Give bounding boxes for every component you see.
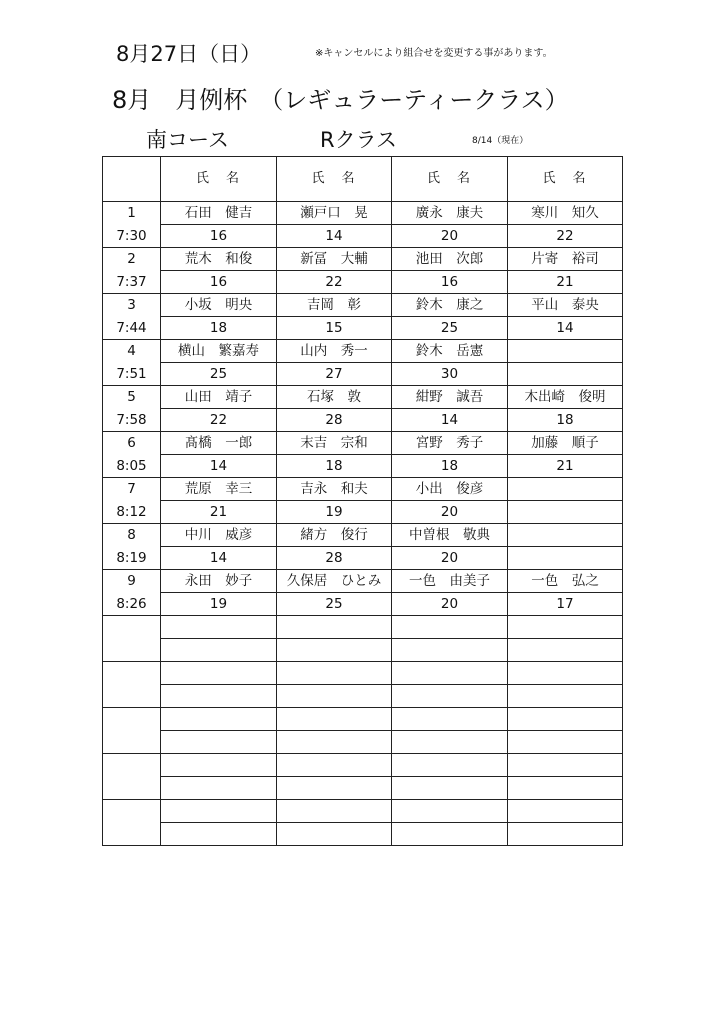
group-handicap-row xyxy=(103,455,623,478)
player-handicap: 16 xyxy=(161,271,277,294)
empty-row xyxy=(103,731,623,754)
player-handicap: 21 xyxy=(161,501,277,524)
empty-cell xyxy=(161,662,277,685)
pairing-table xyxy=(102,156,623,846)
empty-cell xyxy=(508,777,623,800)
player-handicap: 14 xyxy=(161,455,277,478)
empty-cell xyxy=(161,754,277,777)
header-corner xyxy=(103,157,161,202)
group-handicap-row xyxy=(103,501,623,524)
tee-time: 8:26 xyxy=(103,593,161,616)
empty-cell xyxy=(103,662,161,685)
player-name: 紺野 誠吾 xyxy=(392,386,508,409)
player-name: 中曽根 敬典 xyxy=(392,524,508,547)
player-name: 瀬戸口 晃 xyxy=(277,202,392,225)
group-name-row xyxy=(103,570,623,593)
empty-cell xyxy=(103,777,161,800)
empty-cell xyxy=(277,731,392,754)
player-handicap xyxy=(508,501,623,524)
empty-cell xyxy=(508,639,623,662)
tee-time: 8:05 xyxy=(103,455,161,478)
empty-cell xyxy=(277,685,392,708)
player-name: 山内 秀一 xyxy=(277,340,392,363)
player-name: 木出崎 俊明 xyxy=(508,386,623,409)
player-handicap: 16 xyxy=(161,225,277,248)
player-handicap: 28 xyxy=(277,409,392,432)
empty-cell xyxy=(508,754,623,777)
empty-cell xyxy=(161,777,277,800)
empty-cell xyxy=(392,800,508,823)
as-of-date: 8/14（現在） xyxy=(472,136,529,146)
player-handicap: 18 xyxy=(392,455,508,478)
player-name: 末吉 宗和 xyxy=(277,432,392,455)
player-handicap xyxy=(508,363,623,386)
empty-cell xyxy=(392,639,508,662)
empty-row xyxy=(103,800,623,823)
player-handicap: 14 xyxy=(277,225,392,248)
group-name-row xyxy=(103,340,623,363)
player-handicap: 30 xyxy=(392,363,508,386)
player-name: 小出 俊彦 xyxy=(392,478,508,501)
empty-cell xyxy=(103,616,161,639)
player-name: 中川 威彦 xyxy=(161,524,277,547)
empty-cell xyxy=(392,685,508,708)
player-name: 新冨 大輔 xyxy=(277,248,392,271)
player-name: 片寄 裕司 xyxy=(508,248,623,271)
player-name: 横山 繁嘉寿 xyxy=(161,340,277,363)
player-handicap: 14 xyxy=(161,547,277,570)
empty-cell xyxy=(161,616,277,639)
player-name: 加藤 順子 xyxy=(508,432,623,455)
player-name: 永田 妙子 xyxy=(161,570,277,593)
empty-cell xyxy=(392,823,508,846)
player-handicap: 14 xyxy=(392,409,508,432)
group-name-row xyxy=(103,478,623,501)
tee-time: 7:58 xyxy=(103,409,161,432)
empty-cell xyxy=(392,731,508,754)
group-handicap-row xyxy=(103,225,623,248)
group-handicap-row xyxy=(103,593,623,616)
column-header: 氏 名 xyxy=(508,157,623,202)
empty-row xyxy=(103,639,623,662)
player-handicap: 14 xyxy=(508,317,623,340)
player-name: 一色 弘之 xyxy=(508,570,623,593)
empty-cell xyxy=(508,708,623,731)
empty-cell xyxy=(277,708,392,731)
player-handicap: 28 xyxy=(277,547,392,570)
cancellation-note: ※キャンセルにより組合せを変更する事があります。 xyxy=(315,48,553,59)
group-handicap-row xyxy=(103,363,623,386)
group-name-row xyxy=(103,202,623,225)
player-name: 宮野 秀子 xyxy=(392,432,508,455)
player-handicap: 22 xyxy=(161,409,277,432)
empty-cell xyxy=(508,616,623,639)
group-number: 6 xyxy=(103,432,161,455)
tee-time: 8:12 xyxy=(103,501,161,524)
player-name: 鈴木 康之 xyxy=(392,294,508,317)
group-number: 7 xyxy=(103,478,161,501)
group-handicap-row xyxy=(103,317,623,340)
column-header: 氏 名 xyxy=(392,157,508,202)
player-name: 久保居 ひとみ xyxy=(277,570,392,593)
player-handicap: 18 xyxy=(161,317,277,340)
player-handicap: 20 xyxy=(392,501,508,524)
tee-time: 8:19 xyxy=(103,547,161,570)
player-handicap: 19 xyxy=(277,501,392,524)
empty-cell xyxy=(161,731,277,754)
player-name: 髙橋 一郎 xyxy=(161,432,277,455)
player-name: 荒木 和俊 xyxy=(161,248,277,271)
player-handicap: 15 xyxy=(277,317,392,340)
empty-cell xyxy=(277,777,392,800)
player-name: 石塚 敦 xyxy=(277,386,392,409)
player-name: 吉永 和夫 xyxy=(277,478,392,501)
empty-cell xyxy=(508,685,623,708)
empty-cell xyxy=(277,639,392,662)
player-name: 緒方 俊行 xyxy=(277,524,392,547)
group-number: 1 xyxy=(103,202,161,225)
player-name xyxy=(508,478,623,501)
empty-cell xyxy=(277,823,392,846)
group-number: 5 xyxy=(103,386,161,409)
empty-row xyxy=(103,823,623,846)
empty-cell xyxy=(392,777,508,800)
player-handicap: 25 xyxy=(161,363,277,386)
empty-row xyxy=(103,777,623,800)
group-number: 4 xyxy=(103,340,161,363)
empty-cell xyxy=(103,731,161,754)
player-name: 一色 由美子 xyxy=(392,570,508,593)
empty-cell xyxy=(508,662,623,685)
player-name: 小坂 明央 xyxy=(161,294,277,317)
group-name-row xyxy=(103,294,623,317)
group-handicap-row xyxy=(103,547,623,570)
group-number: 8 xyxy=(103,524,161,547)
group-number: 9 xyxy=(103,570,161,593)
page-title: 8月 月例杯 （レギュラーティークラス） xyxy=(112,86,569,114)
empty-cell xyxy=(508,731,623,754)
empty-row xyxy=(103,662,623,685)
player-name: 池田 次郎 xyxy=(392,248,508,271)
player-name: 荒原 幸三 xyxy=(161,478,277,501)
player-name xyxy=(508,524,623,547)
player-handicap: 18 xyxy=(508,409,623,432)
player-name: 山田 靖子 xyxy=(161,386,277,409)
group-number: 3 xyxy=(103,294,161,317)
player-handicap: 22 xyxy=(277,271,392,294)
player-name: 平山 泰央 xyxy=(508,294,623,317)
empty-cell xyxy=(508,823,623,846)
pairing-table-body xyxy=(103,157,623,846)
player-name: 寒川 知久 xyxy=(508,202,623,225)
player-handicap: 22 xyxy=(508,225,623,248)
empty-cell xyxy=(103,800,161,823)
player-handicap: 19 xyxy=(161,593,277,616)
empty-cell xyxy=(103,823,161,846)
empty-cell xyxy=(392,662,508,685)
player-name xyxy=(508,340,623,363)
player-handicap: 21 xyxy=(508,271,623,294)
player-handicap: 27 xyxy=(277,363,392,386)
empty-cell xyxy=(392,708,508,731)
empty-row xyxy=(103,616,623,639)
empty-cell xyxy=(161,823,277,846)
player-handicap: 20 xyxy=(392,593,508,616)
column-header: 氏 名 xyxy=(161,157,277,202)
player-handicap: 18 xyxy=(277,455,392,478)
group-name-row xyxy=(103,248,623,271)
group-name-row xyxy=(103,432,623,455)
group-name-row xyxy=(103,386,623,409)
player-name: 鈴木 岳憲 xyxy=(392,340,508,363)
empty-cell xyxy=(392,616,508,639)
empty-row xyxy=(103,685,623,708)
empty-cell xyxy=(277,800,392,823)
group-handicap-row xyxy=(103,271,623,294)
empty-cell xyxy=(103,754,161,777)
tee-time: 7:30 xyxy=(103,225,161,248)
player-handicap: 16 xyxy=(392,271,508,294)
empty-row xyxy=(103,754,623,777)
tee-time: 7:37 xyxy=(103,271,161,294)
empty-cell xyxy=(508,800,623,823)
player-handicap: 21 xyxy=(508,455,623,478)
group-handicap-row xyxy=(103,409,623,432)
player-name: 吉岡 彰 xyxy=(277,294,392,317)
empty-cell xyxy=(161,685,277,708)
column-header: 氏 名 xyxy=(277,157,392,202)
player-handicap: 25 xyxy=(392,317,508,340)
tee-time: 7:51 xyxy=(103,363,161,386)
empty-cell xyxy=(161,708,277,731)
empty-cell xyxy=(277,616,392,639)
empty-cell xyxy=(392,754,508,777)
tee-time: 7:44 xyxy=(103,317,161,340)
empty-cell xyxy=(277,754,392,777)
group-name-row xyxy=(103,524,623,547)
player-handicap: 20 xyxy=(392,547,508,570)
course-name: 南コース xyxy=(146,128,229,152)
empty-cell xyxy=(103,685,161,708)
empty-cell xyxy=(103,639,161,662)
empty-cell xyxy=(277,662,392,685)
class-label: Rクラス xyxy=(320,128,397,152)
header-row xyxy=(103,157,623,202)
player-handicap: 17 xyxy=(508,593,623,616)
empty-cell xyxy=(161,800,277,823)
player-handicap: 25 xyxy=(277,593,392,616)
player-name: 石田 健吉 xyxy=(161,202,277,225)
empty-cell xyxy=(161,639,277,662)
group-number: 2 xyxy=(103,248,161,271)
player-name: 廣永 康夫 xyxy=(392,202,508,225)
event-date: 8月27日（日） xyxy=(116,42,262,66)
player-handicap xyxy=(508,547,623,570)
player-handicap: 20 xyxy=(392,225,508,248)
empty-row xyxy=(103,708,623,731)
empty-cell xyxy=(103,708,161,731)
